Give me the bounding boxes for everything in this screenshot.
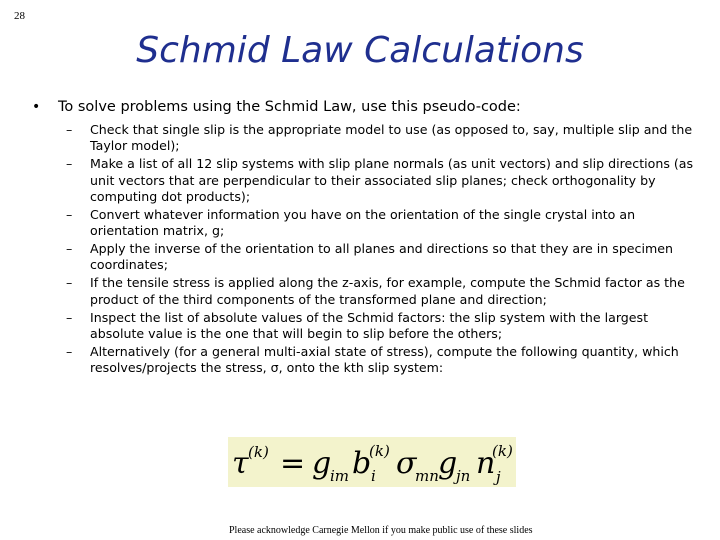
formula-sub-j: j — [496, 468, 501, 486]
sub-item-schmid-factor — [66, 275, 696, 308]
dash-icon: – — [66, 122, 73, 137]
formula-graphic — [228, 437, 516, 487]
formula-n: n — [476, 446, 496, 481]
acknowledgement-footer: Please acknowledge Carnegie Mellon if you make public use of these slides — [229, 525, 533, 536]
formula-equals: = — [280, 446, 306, 481]
formula-sub-im: im — [330, 467, 350, 485]
sub-item-apply-inverse — [66, 241, 696, 274]
formula-sigma: σ — [396, 446, 417, 481]
sub-item-check-single-slip — [66, 122, 696, 155]
dash-icon: – — [66, 275, 73, 291]
slide-title: Schmid Law Calculations — [136, 30, 584, 71]
formula-k-b: (k) — [369, 442, 390, 460]
slide-number: 28 — [14, 10, 25, 22]
sub-item-text: Check that single slip is the appropriate model to use (as opposed to, say, multiple slip and the Taylor model); — [90, 122, 693, 154]
sub-item-text: Apply the inverse of the orientation to all planes and directions so that they are in specimen coordinates; — [90, 241, 673, 273]
formula-k-tau: (k) — [248, 443, 269, 461]
formula-tau: τ — [232, 446, 249, 481]
formula-sub-i: i — [371, 467, 376, 485]
formula-k-n: (k) — [492, 442, 513, 460]
sub-item-text: Make a list of all 12 slip systems with slip plane normals (as unit vectors) and slip directions (as unit vectors that are perpendicular to their associated slip planes; check orthogonality by computing dot products); — [90, 156, 694, 204]
sub-item-text: Inspect the list of absolute values of the Schmid factors: the slip system with the largest absolute value is the one that will begin to slip before the others; — [90, 309, 649, 341]
formula-sub-jn: jn — [456, 467, 471, 485]
sub-item-text: Convert whatever information you have on the orientation of the single crystal into an orientation matrix, g; — [90, 206, 636, 239]
bullet-dot-icon: • — [32, 99, 41, 115]
formula-g1: g — [312, 446, 332, 481]
formula-sub-mn: mn — [415, 467, 439, 485]
dash-icon: – — [66, 309, 73, 325]
sub-item-text: If the tensile stress is applied along the z-axis, for example, compute the Schmid factor as the product of the third components of the transformed plane and direction; — [90, 275, 685, 307]
dash-icon: – — [66, 156, 73, 172]
sub-item-inspect-list — [66, 310, 696, 343]
dash-icon: – — [66, 206, 73, 222]
sub-item-multiaxial — [66, 344, 696, 377]
sub-item-list — [66, 122, 696, 378]
sub-item-orientation-matrix — [66, 207, 696, 240]
schmid-formula — [228, 437, 516, 487]
formula-b: b — [352, 446, 372, 481]
formula-g2: g — [438, 446, 458, 481]
sub-item-text: Alternatively (for a general multi-axial state of stress), compute the following quantity, which resolves/projects the stress, σ, onto the kth slip system: — [90, 343, 679, 376]
sub-item-list-slip-systems — [66, 156, 696, 205]
main-bullet-text: To solve problems using the Schmid Law, use this pseudo-code: — [58, 99, 521, 115]
dash-icon: – — [66, 241, 73, 257]
dash-icon: – — [66, 343, 73, 359]
